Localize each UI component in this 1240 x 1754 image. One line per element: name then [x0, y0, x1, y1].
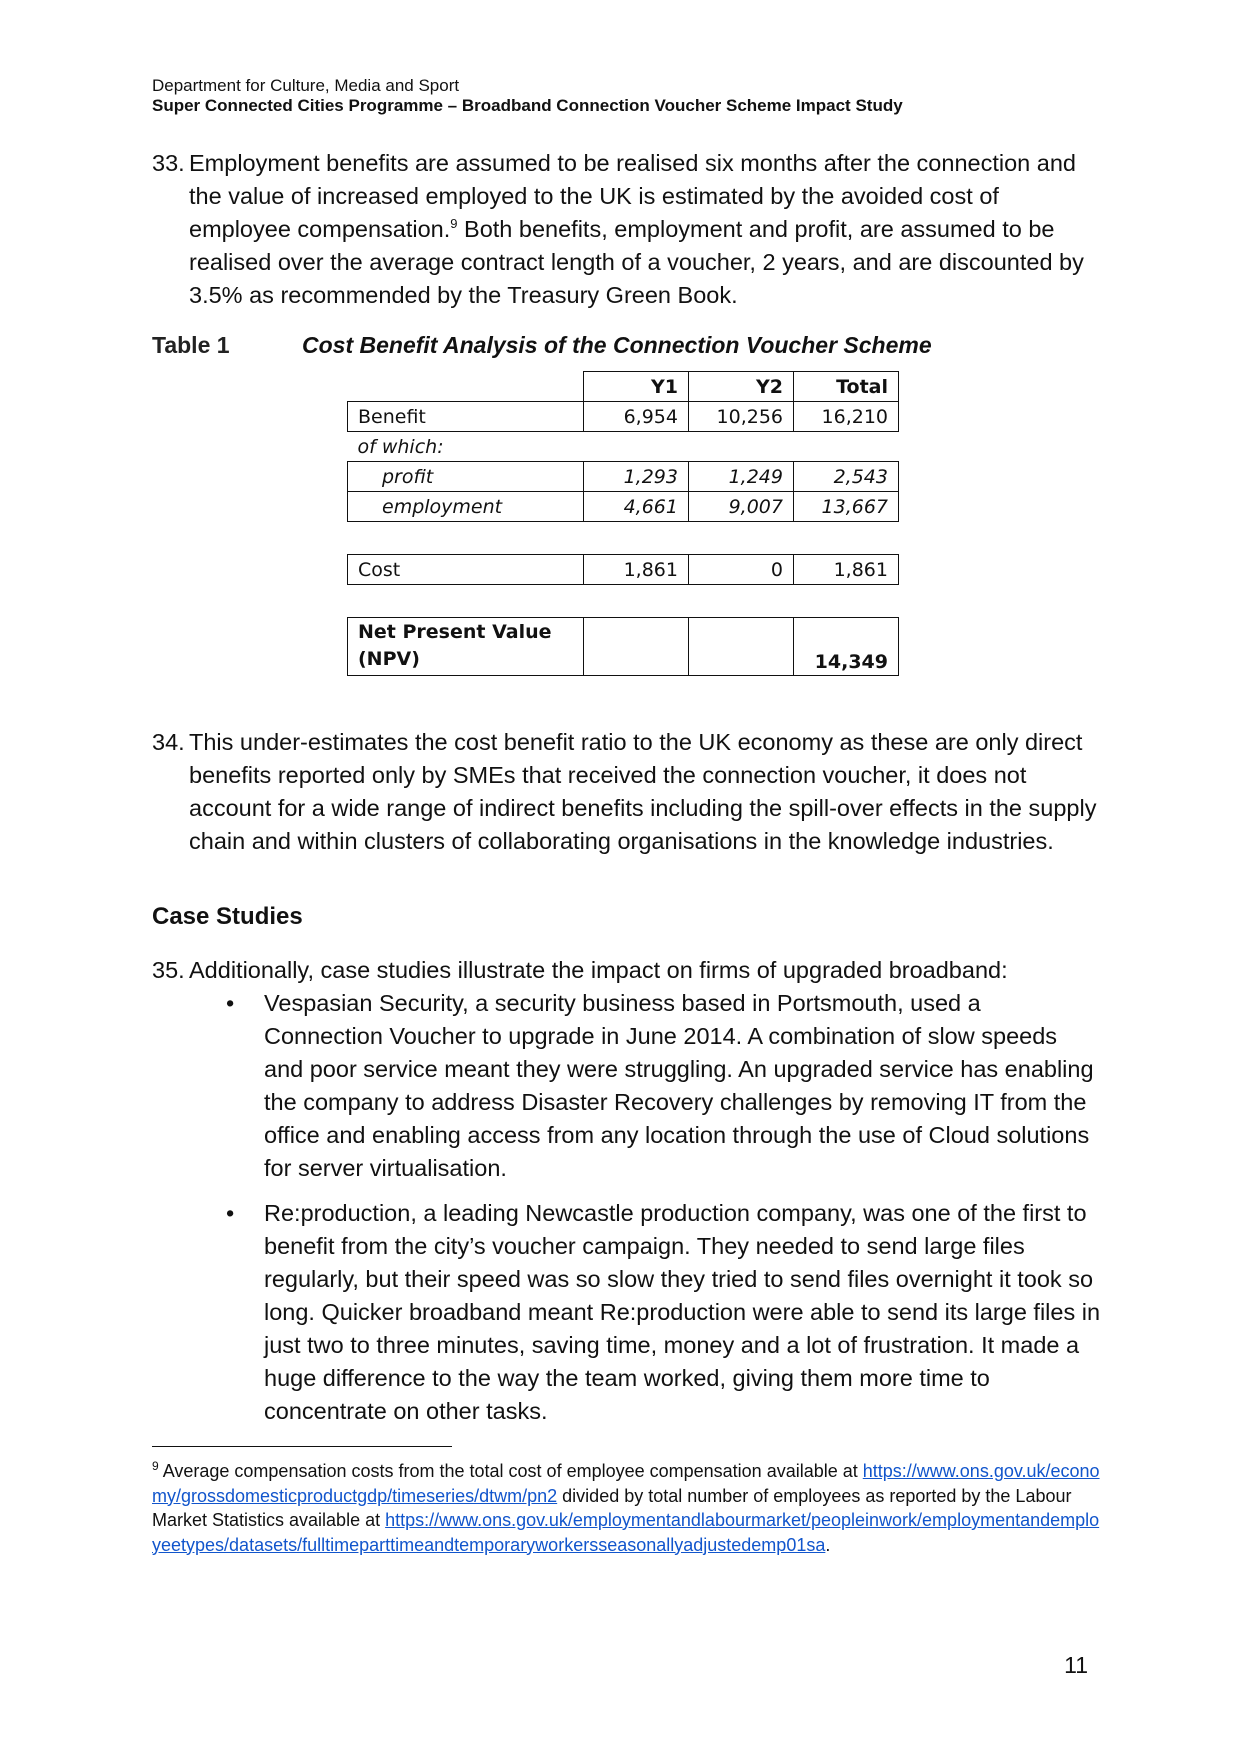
- row-label: Benefit: [348, 402, 584, 432]
- footnote-link-ons-emp01sa[interactable]: https://www.ons.gov.uk/employmentandlabourmarket/peopleinwork/employmentandemployeetypes/datasets/fulltimeparttimeandtemporaryworkersseasonallyadjustedemp01sa: [152, 1510, 1100, 1555]
- paragraph-number: 34.: [152, 729, 185, 755]
- column-header-y2: Y2: [689, 372, 794, 402]
- list-item-text: Vespasian Security, a security business based in Portsmouth, used a Connection Voucher to upgrade in June 2014. A combination of slow speeds and poor service meant they were struggling. An upgraded service has enabling the company to address Disaster Recovery challenges by removing IT from the office and enabling access from any location through the use of Cloud solutions for server virtualisation.: [264, 990, 1094, 1181]
- row-label-line: (NPV): [358, 648, 420, 670]
- table-row-benefit: [348, 402, 899, 432]
- table-row-cost: [348, 555, 899, 585]
- paragraph-text: [189, 147, 1102, 312]
- paragraph-number: 33.: [152, 150, 185, 176]
- cell-value: 0: [689, 555, 794, 585]
- footnote-text: .: [825, 1534, 831, 1555]
- footnote-text: divided by total number of employees as reported by the Labour Market Statistics available at: [152, 1485, 1072, 1530]
- cell-value: 2,543: [794, 462, 899, 492]
- table-title: Cost Benefit Analysis of the Connection Voucher Scheme: [302, 332, 932, 358]
- case-study-list: [152, 987, 1102, 1440]
- cell-value: 14,349: [794, 618, 899, 676]
- cost-benefit-table: [347, 371, 899, 676]
- row-label: [348, 618, 584, 676]
- case-studies-heading: Case Studies: [152, 903, 303, 930]
- cell-value: 16,210: [794, 402, 899, 432]
- footnote-text: Average compensation costs from the total cost of employee compensation available at: [158, 1461, 863, 1481]
- row-label: profit: [348, 462, 584, 492]
- page-header: [152, 76, 1112, 116]
- cell-value: [584, 618, 689, 676]
- paragraph-number: 35.: [152, 957, 185, 983]
- cell-value: 6,954: [584, 402, 689, 432]
- footnote-reference[interactable]: 9: [450, 216, 458, 231]
- row-label: Cost: [348, 555, 584, 585]
- row-label-line: Net Present Value: [358, 621, 552, 643]
- footnote-link-ons-dtwm[interactable]: https://www.ons.gov.uk/economy/grossdomesticproductgdp/timeseries/dtwm/pn2: [152, 1461, 1100, 1506]
- document-title: Super Connected Cities Programme – Broadband Connection Voucher Scheme Impact Study: [152, 96, 903, 115]
- footnote: [152, 1459, 1102, 1557]
- list-item: [226, 1197, 1102, 1428]
- table-caption: [152, 330, 1102, 360]
- cell-value: 1,293: [584, 462, 689, 492]
- cell-value: 4,661: [584, 492, 689, 522]
- column-header-y1: Y1: [584, 372, 689, 402]
- paragraph-34: [152, 726, 1102, 858]
- table-row-of-which: [348, 432, 899, 462]
- cell-value: 9,007: [689, 492, 794, 522]
- paragraph-text-part: Both benefits, employment and profit, are assumed to be realised over the average contract length of a voucher, 2 years, and are discounted by 3.5% as recommended by the Treasury Green Book.: [189, 216, 1084, 308]
- cell-value: 1,861: [794, 555, 899, 585]
- table-row-npv: [348, 618, 899, 676]
- table-header-row: [348, 372, 899, 402]
- paragraph-text-part: Employment benefits are assumed to be realised six months after the connection and the value of increased employed to the UK is estimated by the avoided cost of employee compensation.: [189, 150, 1076, 242]
- bullet-icon: •: [226, 990, 235, 1016]
- row-label: of which:: [357, 435, 444, 458]
- cell-value: 1,249: [689, 462, 794, 492]
- paragraph-35: [152, 954, 1102, 987]
- table-row-profit: [348, 462, 899, 492]
- list-item-text: Re:production, a leading Newcastle production company, was one of the first to benefit from the city’s voucher campaign. They needed to send large files regularly, but their speed was so slow they tried to send files overnight it took so long. Quicker broadband meant Re:production were able to send its large files in just two to three minutes, saving time, money and a lot of frustration. It made a huge difference to the way the team worked, giving them more time to concentrate on other tasks.: [264, 1200, 1101, 1424]
- footnote-divider: [152, 1446, 452, 1447]
- paragraph-text: Additionally, case studies illustrate the impact on firms of upgraded broadband:: [189, 957, 1008, 983]
- cell-value: 1,861: [584, 555, 689, 585]
- page-number: 11: [1064, 1652, 1088, 1678]
- bullet-icon: •: [226, 1200, 235, 1226]
- cell-value: 13,667: [794, 492, 899, 522]
- paragraph-text: This under-estimates the cost benefit ratio to the UK economy as these are only direct benefits reported only by SMEs that received the connection voucher, it does not account for a wide range of indirect benefits including the spill-over effects in the supply chain and within clusters of collaborating organisations in the knowledge industries.: [189, 729, 1097, 854]
- cell-value: 10,256: [689, 402, 794, 432]
- list-item: [226, 987, 1102, 1185]
- table-row-employment: [348, 492, 899, 522]
- footnote-number: 9: [152, 1459, 159, 1473]
- column-header-total: Total: [794, 372, 899, 402]
- cell-value: [689, 618, 794, 676]
- row-label: employment: [348, 492, 584, 522]
- paragraph-33: [152, 147, 1102, 312]
- department-name: Department for Culture, Media and Sport: [152, 76, 460, 95]
- table-label: Table 1: [152, 332, 230, 358]
